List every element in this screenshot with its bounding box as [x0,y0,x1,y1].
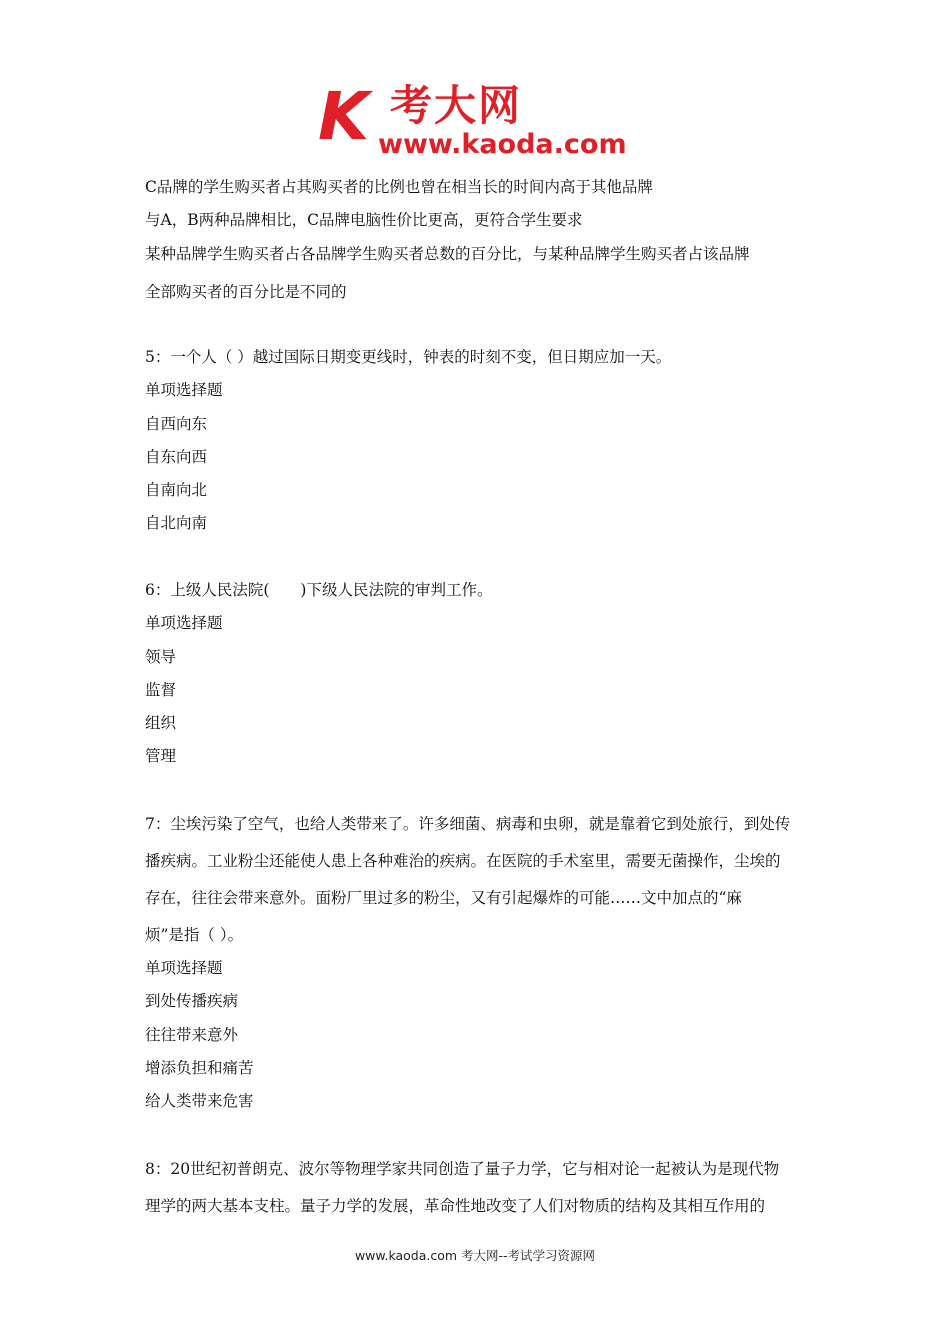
option: 往往带来意外 [145,1026,239,1044]
question-6: 6：上级人民法院( )下级人民法院的审判工作。 [145,581,493,599]
option: 给人类带来危害 [145,1092,254,1110]
logo-mark: K [318,78,370,155]
option: 监督 [145,681,177,699]
text-line: 全部购买者的百分比是不同的 [145,283,347,301]
text-line: 与A，B两种品牌相比，C品牌电脑性价比更高，更符合学生要求 [145,211,583,229]
text-line: C品牌的学生购买者占其购买者的比例也曾在相当长的时间内高于其他品牌 [145,178,653,196]
question-type: 单项选择题 [145,614,223,632]
option: 自西向东 [145,415,208,433]
page-footer: www.kaoda.com 考大网--考试学习资源网 [354,1248,596,1263]
text-line: 烦”是指（ ）。 [145,926,244,944]
option: 增添负担和痛苦 [145,1059,254,1077]
text-line: 理学的两大基本支柱。量子力学的发展，革命性地改变了人们对物质的结构及其相互作用的 [145,1197,766,1215]
text-line: 播疾病。工业粉尘还能使人患上各种难治的疾病。在医院的手术室里，需要无菌操作，尘埃的 [145,852,781,870]
question-8: 8：20世纪初普朗克、波尔等物理学家共同创造了量子力学，它与相对论一起被认为是现代物 [145,1160,780,1178]
option: 自东向西 [145,448,208,466]
option: 自北向南 [145,514,208,532]
option: 到处传播疾病 [145,992,239,1010]
question-5: 5：一个人（ ）越过国际日期变更线时，钟表的时刻不变，但日期应加一天。 [145,348,672,366]
text-line: 某种品牌学生购买者占各品牌学生购买者总数的百分比，与某种品牌学生购买者占该品牌 [145,245,750,263]
text-line: 存在，往往会带来意外。面粉厂里过多的粉尘，又有引起爆炸的可能……文中加点的“麻 [145,889,742,907]
kaoda-logo [318,78,648,162]
option: 组织 [145,714,177,732]
question-7: 7：尘埃污染了空气，也给人类带来了。许多细菌、病毒和虫卵，就是靠着它到处旅行，到处传 [145,815,791,833]
option: 自南向北 [145,481,208,499]
option: 领导 [145,648,177,666]
logo-url: www.kaoda.com [378,129,627,160]
option: 管理 [145,747,177,765]
logo-name: 考大网 [390,81,523,130]
question-type: 单项选择题 [145,959,223,977]
question-type: 单项选择题 [145,381,223,399]
